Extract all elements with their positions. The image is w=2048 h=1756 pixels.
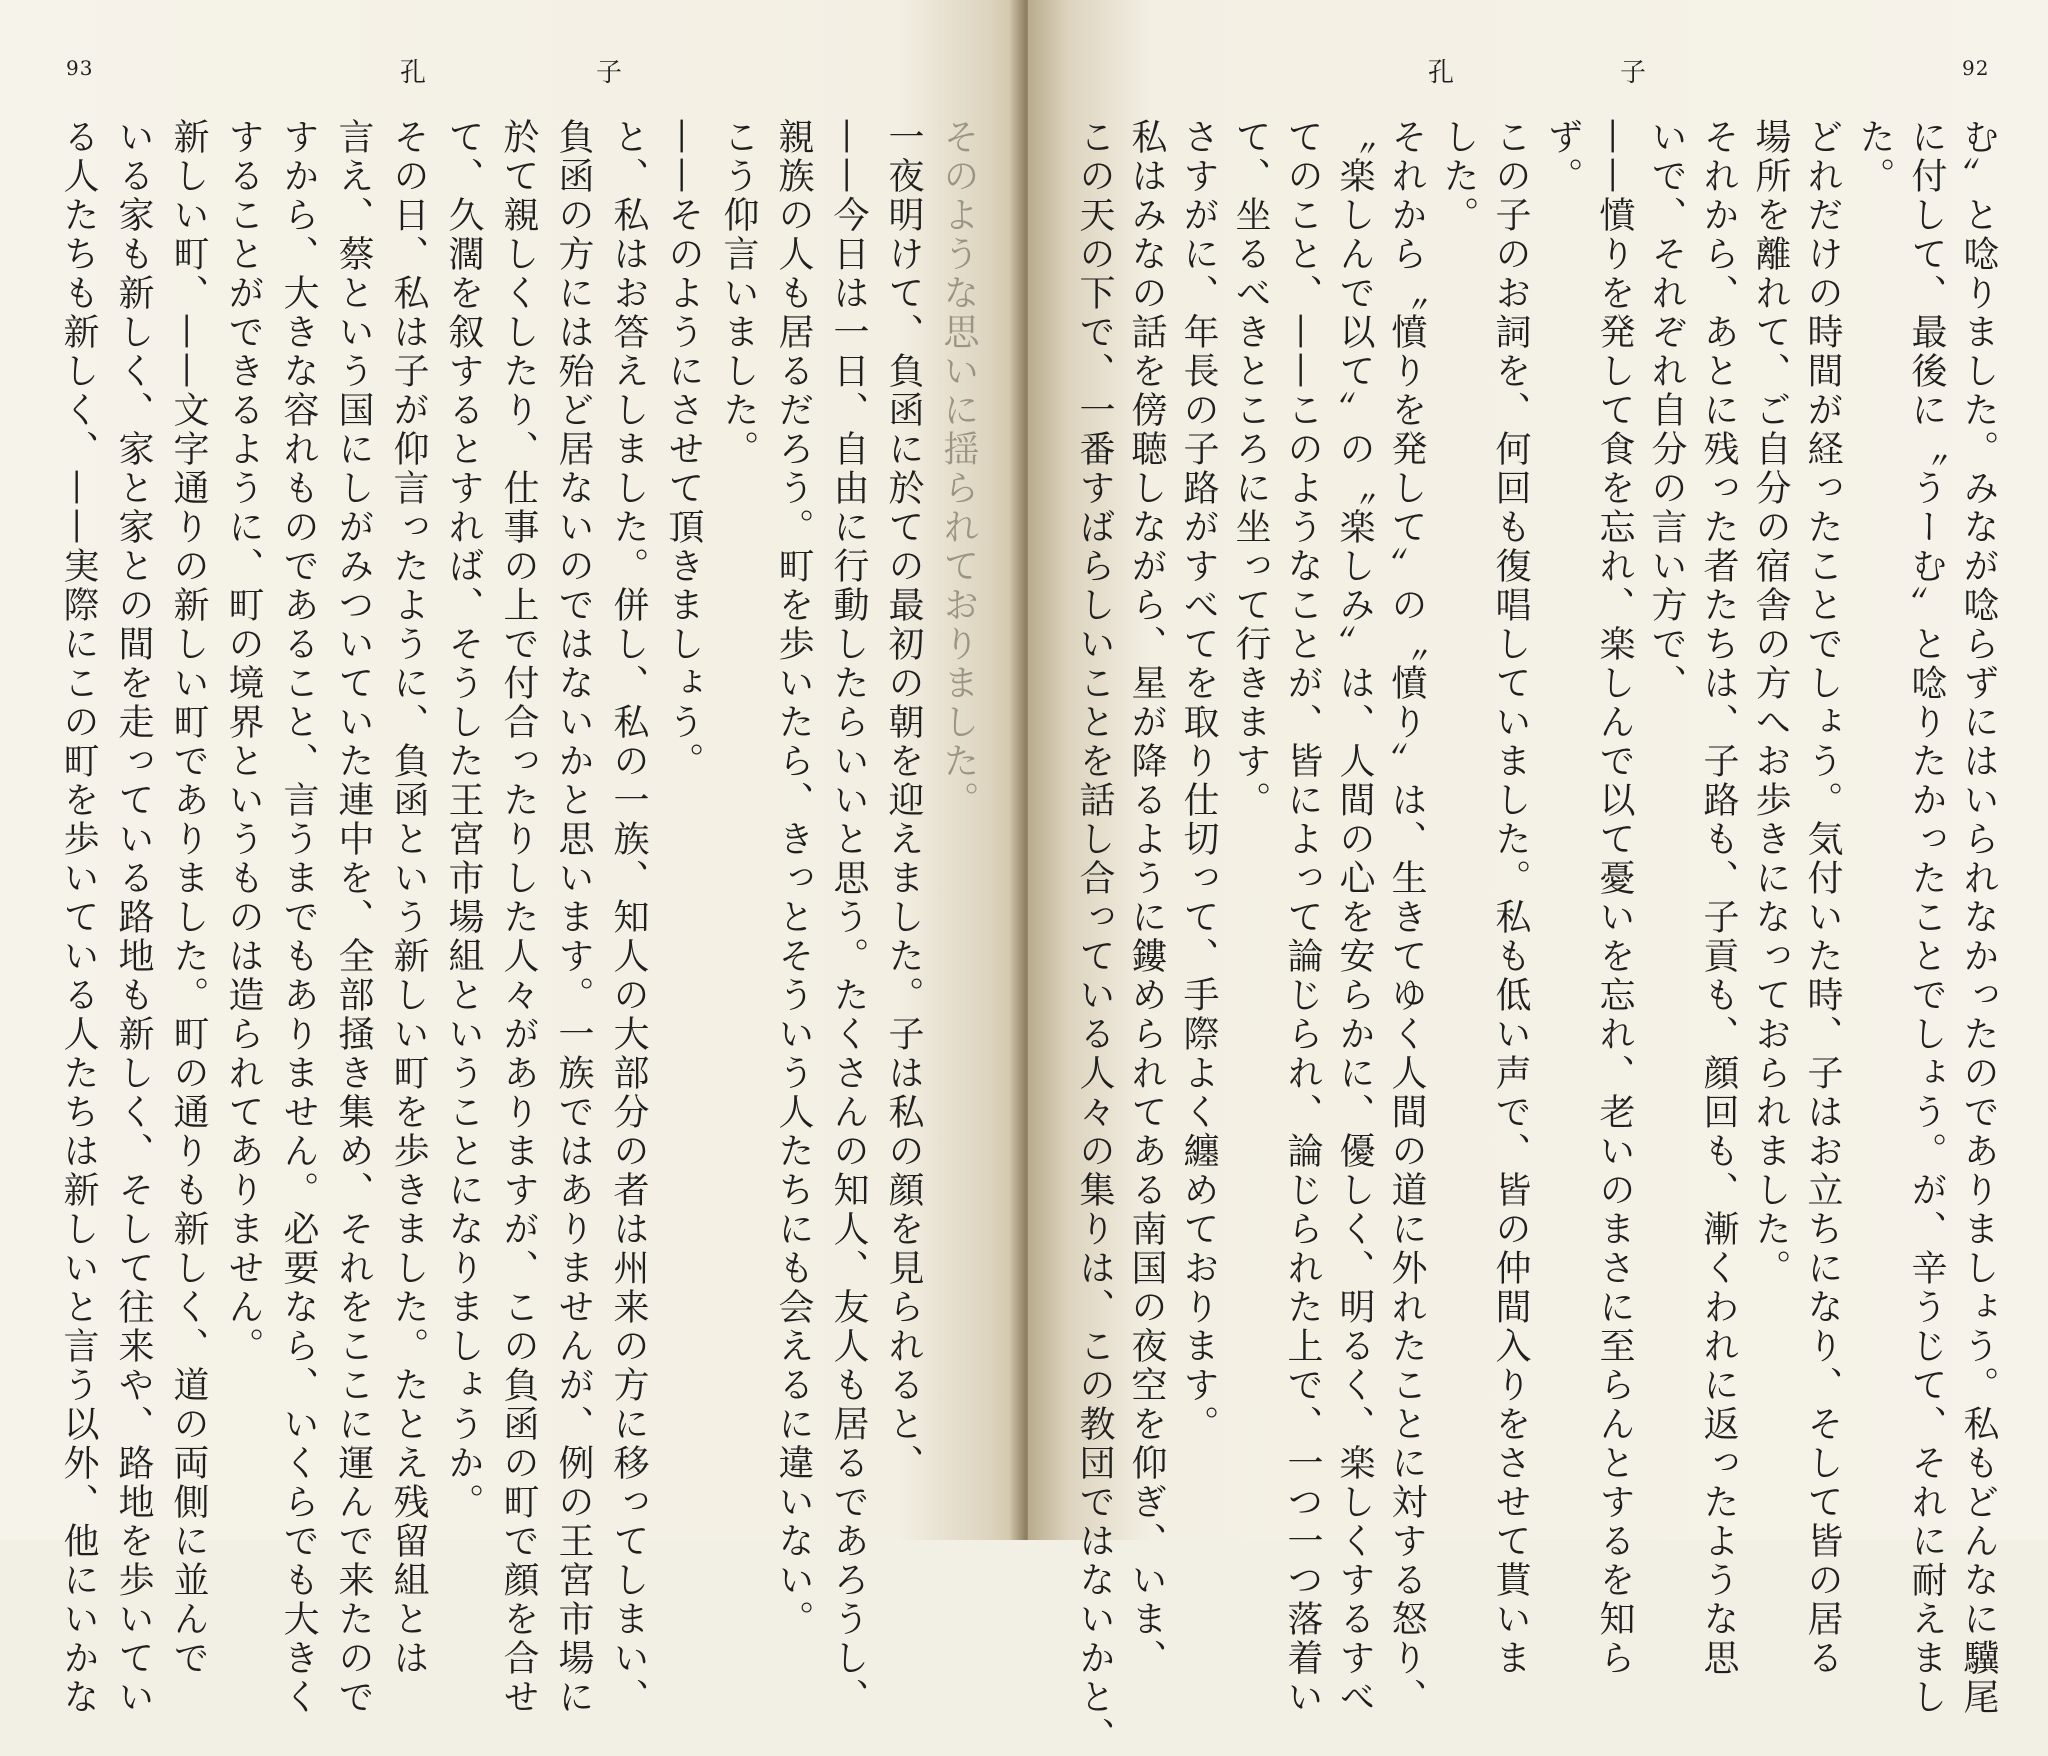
text-line: む〟と唸りました。みなが唸らずにはいられなかったのでありましょう。私もどんなに驥尾 [1958,118,1999,1717]
text-line: る人たちも新しく、——実際にこの町を歩いている人たちは新しいと言う以外、他にいかな [58,118,99,1717]
text-line: てのこと、——このようなことが、皆によって論じられ、論じられた上で、一つ一つ落着い [1282,118,1323,1717]
text-line: こう仰言いました。 [718,118,759,469]
text-line: そのような思いに揺られておりました。 [938,118,979,820]
page-number-right: 92 [1962,56,1990,80]
text-line: ——そのようにさせて頂きましょう。 [663,118,704,781]
right-page [1028,0,2048,1756]
text-line: いで、それぞれ自分の言い方で、 [1646,118,1687,703]
running-head-kou-left: 孔 [400,58,427,88]
text-line: 〝楽しんで以て〟の〝楽しみ〟は、人間の心を安らかに、優しく、明るく、楽しくするすべ [1334,118,1375,1717]
text-line: その日、私は子が仰言ったように、負函という新しい町を歩きました。たとえ残留組とは [388,118,429,1678]
page-number-left: 93 [66,56,94,80]
text-line: さすがに、年長の子路がすべてを取り仕切って、手際よく纏めております。 [1178,118,1219,1444]
running-head-shi-left: 子 [596,58,623,88]
text-line: 私はみなの話を傍聴しながら、星が降るように鏤められてある南国の夜空を仰ぎ、いま、 [1126,118,1167,1678]
text-line: 新しい町、——文字通りの新しい町でありました。町の通りも新しく、道の両側に並んで [168,118,209,1678]
running-head-kou-right: 孔 [1428,58,1455,88]
text-line: 一夜明けて、負函に於ての最初の朝を迎えました。子は私の顔を見られると、 [883,118,924,1483]
text-line: に付して、最後に〝うーむ〟と唸りたかったことでしょう。が、辛うじて、それに耐えまし [1906,118,1947,1717]
text-line: ず。 [1542,118,1583,196]
text-line: すから、大きな容れものであること、言うまでもありません。必要なら、いくらでも大きく [278,118,319,1717]
text-line: どれだけの時間が経ったことでしょう。気付いた時、子はお立ちになり、そして皆の居る [1802,118,1843,1678]
text-line: それから、あとに残った者たちは、子路も、子貢も、顔回も、漸くわれに返ったような思 [1698,118,1739,1678]
text-line: それから〝憤りを発して〟の〝憤り〟は、生きてゆく人間の道に外れたことに対する怒り、 [1386,118,1427,1717]
text-line: することができるように、町の境界というものは造られてありません。 [223,118,264,1366]
text-line: 場所を離れて、ご自分の宿舎の方へお歩きになっておられました。 [1750,118,1791,1288]
text-line: この天の下で、一番すばらしいことを話し合っている人々の集りは、この教団ではないかと、 [1074,118,1115,1756]
text-line: ——憤りを発して食を忘れ、楽しんで以て憂いを忘れ、老いのまさに至らんとするを知ら [1594,118,1635,1678]
running-head-shi-right: 子 [1620,58,1647,88]
text-line: 負函の方には殆ど居ないのではないかと思います。一族ではありませんが、例の王宮市場に [553,118,594,1717]
text-line: ——今日は一日、自由に行動したらいいと思う。たくさんの知人、友人も居るであろうし、 [828,118,869,1717]
text-line: この子のお詞を、何回も復唱していました。私も低い声で、皆の仲間入りをさせて貰いま [1490,118,1531,1678]
text-line: て、久濶を叙するとすれば、そうした王宮市場組ということになりましょうか。 [443,118,484,1522]
text-line: て、坐るべきところに坐って行きます。 [1230,118,1271,820]
text-line: した。 [1438,118,1479,235]
text-line: 於て親しくしたり、仕事の上で付合ったりした人々がありますが、この負函の町で顔を合せ [498,118,539,1717]
text-line: 親族の人も居るだろう。町を歩いたら、きっとそういう人たちにも会えるに違いない。 [773,118,814,1639]
text-line: た。 [1854,118,1895,196]
text-line: と、私はお答えしました。併し、私の一族、知人の大部分の者は州来の方に移ってしまい、 [608,118,649,1717]
text-line: いる家も新しく、家と家との間を走っている路地も新しく、そして往来や、路地を歩いてい [113,118,154,1717]
left-page [0,0,1020,1717]
text-line: 言え、蔡という国にしがみついていた連中を、全部掻き集め、それをここに運んで来たので [333,118,374,1717]
